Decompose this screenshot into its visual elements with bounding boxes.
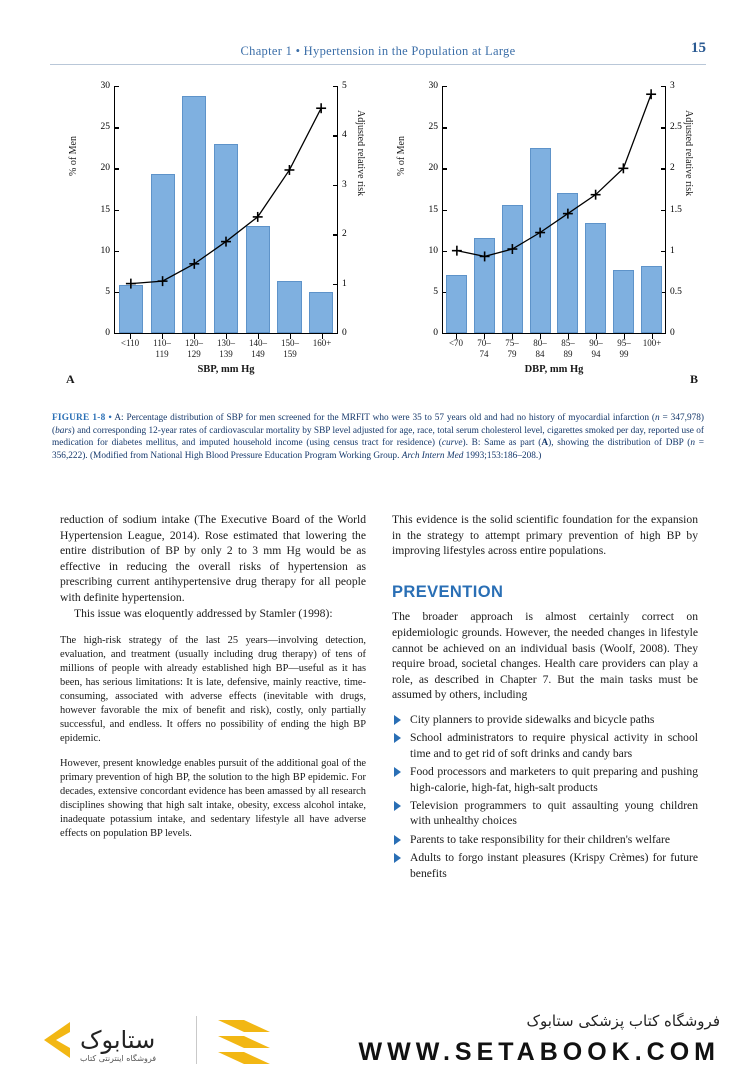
chevron-logo-icon [216,1018,272,1064]
panel-b-ytick-6: 30 [429,81,444,91]
panel-a-y2tick-0: 0 [337,328,347,338]
chart-xlabel: <110 [120,338,140,348]
right-paragraph-1: This evidence is the solid scientific foundation for the expansion in the strategy to attempt primary prevention of high BP by improving lifestyles across entire populations. [392,513,698,558]
list-item-label: Parents to take responsibility for their children's welfare [410,832,670,846]
list-item-label: Food processors and marketers to quit preparing and pushing high-calorie, high-fat, high-salt products [410,765,698,794]
chart-xlabel: 75– 79 [505,338,519,359]
panel-a-y2label: Adjusted relative risk [355,110,366,197]
panel-b-risk-curve [443,86,665,333]
caption-seg-7: 1993;153:186–208.) [463,450,542,461]
panel-a-ytick-5: 25 [101,122,116,132]
chart-xlabel: 160+ [312,338,332,348]
panel-a-y2tick-1: 1 [337,279,347,289]
chart-xlabel: 110– 119 [153,338,171,359]
bullet-triangle-icon [394,715,401,725]
chart-xlabel: 70– 74 [477,338,491,359]
panel-b-ytick-5: 25 [429,122,444,132]
section-heading-prevention: PREVENTION [392,582,504,601]
panel-a-letter: A [66,372,75,386]
bullet-triangle-icon [394,835,401,845]
caption-seg-2: = 347,978) ( [52,413,704,436]
chart-xlabel: 140– 149 [249,338,267,359]
footer-url[interactable]: WWW.SETABOOK.COM [358,1038,720,1066]
caption-n-1: n [655,413,660,423]
list-item [392,730,698,761]
body-left-column [60,512,366,841]
left-paragraph-1: reduction of sodium intake (The Executive Board of the World Hypertension League, 2014). Rose estimated that lowering the entire distribution of BP by only 2 to 3 mm Hg would be as effective in reducing the overall risks of hypertension as prescribing current antihypertensive drug therapy for all people with definite hypertension. [60,513,366,604]
panel-b-y2tick-2: 1 [665,246,675,256]
svg-text:ستابوک: ستابوک [80,1026,156,1054]
chart-xlabel: 100+ [642,338,662,348]
panel-a-ytick-0: 0 [105,328,115,338]
panel-a-y2tick-5: 5 [337,81,347,91]
figure-caption [52,412,704,462]
bullet-triangle-icon [394,801,401,811]
chart-xlabel: 150– 159 [281,338,299,359]
chart-xlabel: 90– 94 [589,338,603,359]
panel-a-ytick-4: 20 [101,163,116,173]
panel-a-risk-curve [115,86,337,333]
caption-a-ref: A [541,438,549,449]
panel-b-y2tick-0: 0 [665,328,675,338]
list-item [392,798,698,829]
quote-paragraph-1: The high-risk strategy of the last 25 years—involving detection, evaluation, and treatment (usually including drug therapy) of tens of millions of people with already established high BP—useful as it has been, has serious limitations: It is late, defensive, mainly reactive, time-consuming, associated with adverse effects (inevitable with drugs, however favorable the mix of benefit and risk), costly, only partially successful, and endless. It offers no possibility of ending the high BP epidemic. [60,635,366,745]
list-item-label: Television programmers to quit assaulting young children with unhealthy choices [410,798,698,828]
panel-b-xlabels [442,338,666,360]
panel-b-y2tick-6: 3 [665,81,675,91]
page-number: 15 [691,40,706,56]
bullet-triangle-icon [394,853,401,863]
panel-a-ytick-1: 5 [105,287,115,297]
caption-bars: bars [55,425,72,436]
list-item [392,850,698,881]
bullet-triangle-icon [394,733,401,743]
list-item [392,712,698,727]
page-header [0,42,756,60]
panel-b-ytick-4: 20 [429,163,444,173]
panel-a-xaxis-title: SBP, mm Hg [197,364,255,375]
panel-b-xaxis-title: DBP, mm Hg [524,364,584,375]
list-item [392,764,698,795]
panel-b-ylabel: % of Men [396,136,407,176]
caption-seg-6: = 356,222). (Modified from National High Blood Pressure Education Program Working Group. [52,438,705,461]
prevention-bullet-list [392,712,698,881]
panel-a-ylabel: % of Men [68,136,79,176]
panel-a-y2tick-2: 2 [337,229,347,239]
panel-b-ytick-0: 0 [433,328,443,338]
panel-a-ytick-6: 30 [101,81,116,91]
figure-1-8 [52,76,704,406]
list-item-label: Adults to forgo instant pleasures (Krispy Crèmes) for future benefits [410,851,698,880]
footer-farsi-text: فروشگاه کتاب پزشکی ستابوک [526,1012,720,1030]
figure-caption-label: FIGURE 1-8 • [52,413,112,423]
panel-b-y2label: Adjusted relative risk [683,110,694,197]
chart-xlabel: 120– 129 [185,338,203,359]
caption-curve: curve [441,438,463,449]
list-item-label: School administrators to require physical activity in school time and to get rid of soft drinks and candy bars [410,731,698,760]
panel-a-y2tick-4: 4 [337,130,347,140]
chapter-title: Chapter 1 • Hypertension in the Population at Large [240,44,516,58]
panel-b-y2tick-5: 2.5 [665,122,682,132]
right-paragraph-2: The broader approach is almost certainly correct on epidemiologic grounds. However, the needed changes in lifestyle cannot be achieved on an individual basis (Woolf, 2008). They require broad, societal changes. Health care providers can play a role, as described in Chapter 7. But the main tasks must be assumed by others, including [392,610,698,702]
panel-b-letter: B [690,372,699,386]
panel-a-ytick-2: 10 [101,246,116,256]
left-paragraph-2: This issue was eloquently addressed by Stamler (1998): [74,606,333,620]
panel-b-ytick-1: 5 [433,287,443,297]
chart-panel-a [62,76,372,406]
panel-b-y2tick-4: 2 [665,163,675,173]
chart-panel-b [390,76,700,406]
caption-seg-1: A: Percentage distribution of SBP for men screened for the MRFIT who were 35 to 57 years old and had no history of myocardial infarction ( [111,413,656,423]
chart-xlabel: 95– 99 [617,338,631,359]
footer-divider [196,1016,197,1064]
bullet-triangle-icon [394,767,401,777]
header-rule [50,64,706,65]
caption-n-2: n [690,438,696,449]
svg-text:فروشگاه اینترنتی کتاب: فروشگاه اینترنتی کتاب [80,1054,157,1063]
panel-b-ytick-2: 10 [429,246,444,256]
panel-b-y2tick-3: 1.5 [665,205,682,215]
chart-xlabel: 85– 89 [561,338,575,359]
panel-a-plot-area [100,81,347,338]
panel-a-y2tick-3: 3 [337,180,347,190]
footer-banner [0,1001,756,1080]
chart-xlabel: <70 [448,338,464,348]
setabook-logo [36,1014,186,1066]
caption-seg-5: ), showing the distribution of DBP ( [548,438,691,449]
panel-b-plot-area [428,81,682,338]
caption-journal: Arch Intern Med [401,450,464,461]
stamler-quote [60,634,366,841]
chart-xlabel: 130– 139 [217,338,235,359]
list-item [392,832,698,847]
body-right-column [392,512,698,884]
panel-a-xlabels [114,338,338,360]
panel-b-y2tick-1: 0.5 [665,287,682,297]
list-item-label: City planners to provide sidewalks and bicycle paths [410,712,655,726]
panel-b-ytick-3: 15 [429,205,444,215]
chart-xlabel: 80– 84 [533,338,547,359]
quote-paragraph-2: However, present knowledge enables pursuit of the additional goal of the primary prevention of high BP, the solution to the high BP epidemic. For decades, extensive concordant evidence has been amassed by all research disciplines showing that high salt intake, obesity, excess alcohol intake, inadequate potassium intake, and sedentary lifestyle all have adverse effects on population BP levels. [60,758,366,840]
caption-seg-3: ) and corresponding 12-year rates of cardiovascular mortality by SBP level adjusted for age, race, total serum cholesterol level, cigarettes smoked per day, reported use of medication for diabetes mellitus, and imputed household income (using census tract for residence) ( [52,425,704,449]
caption-seg-4: ). B: Same as part ( [462,438,542,449]
panel-a-ytick-3: 15 [101,205,116,215]
